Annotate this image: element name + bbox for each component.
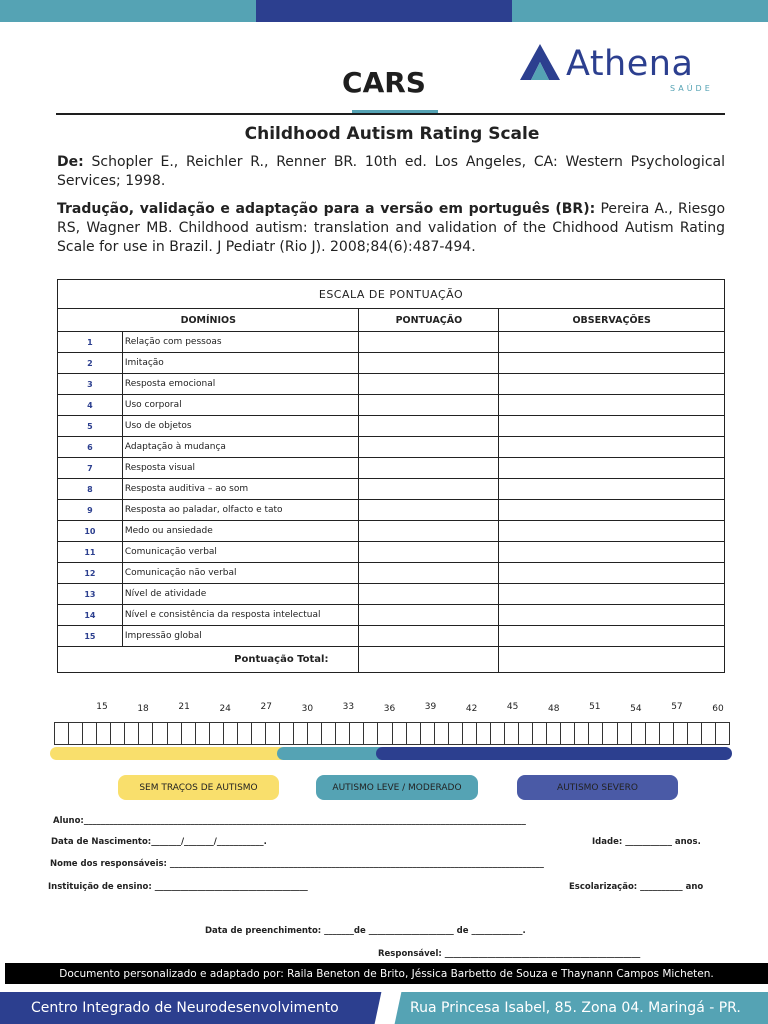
scale-box[interactable] xyxy=(519,723,533,744)
scale-box[interactable] xyxy=(702,723,716,744)
document-subtitle: Childhood Autism Rating Scale xyxy=(244,124,540,144)
credit-banner: Documento personalizado e adaptado por: Raila Beneton de Brito, Jéssica Barbetto de Souza e Thaynann Campos Micheten. xyxy=(5,963,768,984)
scale-box[interactable] xyxy=(153,723,167,744)
scale-box[interactable] xyxy=(210,723,224,744)
scale-tick-label: 24 xyxy=(219,704,231,714)
header-rule xyxy=(56,113,725,115)
scale-box[interactable] xyxy=(393,723,407,744)
scale-box[interactable] xyxy=(196,723,210,744)
age-field[interactable]: Idade: ___________ anos. xyxy=(592,837,701,847)
scale-box[interactable] xyxy=(435,723,449,744)
scale-box[interactable] xyxy=(83,723,97,744)
row-score-cell[interactable] xyxy=(359,416,499,437)
translation-reference xyxy=(57,200,725,257)
row-observation-cell[interactable] xyxy=(499,416,725,437)
row-observation-cell[interactable] xyxy=(499,584,725,605)
scale-box[interactable] xyxy=(449,723,463,744)
row-score-cell[interactable] xyxy=(359,521,499,542)
row-number: 10 xyxy=(58,521,123,542)
scale-box[interactable] xyxy=(336,723,350,744)
row-score-cell[interactable] xyxy=(359,563,499,584)
row-score-cell[interactable] xyxy=(359,605,499,626)
score-table xyxy=(57,279,725,673)
row-score-cell[interactable] xyxy=(359,500,499,521)
footer-center-name: Centro Integrado de Neurodesenvolvimento xyxy=(0,992,385,1024)
row-observation-cell[interactable] xyxy=(499,563,725,584)
row-observation-cell[interactable] xyxy=(499,605,725,626)
legend-no-autism: SEM TRAÇOS DE AUTISMO xyxy=(118,775,279,800)
scale-box[interactable] xyxy=(547,723,561,744)
table-row xyxy=(58,584,725,605)
scale-box[interactable] xyxy=(111,723,125,744)
total-row xyxy=(58,647,725,673)
scale-box[interactable] xyxy=(125,723,139,744)
table-row xyxy=(58,521,725,542)
scale-box[interactable] xyxy=(477,723,491,744)
top-color-bar xyxy=(0,0,768,22)
scale-box[interactable] xyxy=(688,723,702,744)
scale-box[interactable] xyxy=(97,723,111,744)
scale-tick-label: 21 xyxy=(178,702,190,712)
row-domain: Adaptação à mudança xyxy=(122,437,359,458)
scale-tick-label: 39 xyxy=(424,702,437,712)
source-label: De: xyxy=(57,154,84,170)
scale-box[interactable] xyxy=(463,723,477,744)
scale-box[interactable] xyxy=(646,723,660,744)
row-domain: Nível de atividade xyxy=(122,584,359,605)
scale-box[interactable] xyxy=(491,723,505,744)
row-domain: Impressão global xyxy=(122,626,359,647)
scale-box[interactable] xyxy=(421,723,435,744)
table-row xyxy=(58,605,725,626)
scale-tick-label: 27 xyxy=(260,702,272,712)
header-score: PONTUAÇÃO xyxy=(359,309,499,332)
row-domain: Resposta visual xyxy=(122,458,359,479)
top-bar-teal-left xyxy=(0,0,256,22)
row-observation-cell[interactable] xyxy=(499,395,725,416)
birthdate-field[interactable]: Data de Nascimento:_______/_______/___________. xyxy=(51,837,267,847)
row-observation-cell[interactable] xyxy=(499,458,725,479)
row-observation-cell[interactable] xyxy=(499,542,725,563)
top-bar-teal-right xyxy=(512,0,768,22)
scale-box[interactable] xyxy=(252,723,266,744)
scale-box[interactable] xyxy=(280,723,294,744)
scale-tick-label: 48 xyxy=(547,704,560,714)
row-score-cell[interactable] xyxy=(359,458,499,479)
row-observation-cell[interactable] xyxy=(499,500,725,521)
row-score-cell[interactable] xyxy=(359,584,499,605)
source-text: Schopler E., Reichler R., Renner BR. 10th ed. Los Angeles, CA: Western Psychological Services; 1998. xyxy=(57,154,725,189)
header-observations: OBSERVAÇÕES xyxy=(499,309,725,332)
table-row xyxy=(58,626,725,647)
scale-box[interactable] xyxy=(378,723,392,744)
footer-address: Rua Princesa Isabel, 85. Zona 04. Maringá - PR. xyxy=(392,992,768,1024)
row-domain: Relação com pessoas xyxy=(122,332,359,353)
scale-tick-label: 45 xyxy=(506,702,519,712)
table-row xyxy=(58,332,725,353)
row-score-cell[interactable] xyxy=(359,479,499,500)
scale-tick-label: 15 xyxy=(96,702,108,712)
schooling-field[interactable]: Escolarização: __________ ano xyxy=(569,882,704,892)
scale-tick-label: 51 xyxy=(589,702,601,712)
row-number: 7 xyxy=(58,458,123,479)
scale-box[interactable] xyxy=(308,723,322,744)
scale-tick-label: 42 xyxy=(465,704,478,714)
athena-logo-icon xyxy=(520,44,560,80)
table-title: ESCALA DE PONTUAÇÃO xyxy=(58,280,725,309)
row-number: 8 xyxy=(58,479,123,500)
row-observation-cell[interactable] xyxy=(499,626,725,647)
row-observation-cell[interactable] xyxy=(499,374,725,395)
row-score-cell[interactable] xyxy=(359,353,499,374)
row-observation-cell[interactable] xyxy=(499,437,725,458)
row-domain: Resposta emocional xyxy=(122,374,359,395)
scale-box[interactable] xyxy=(533,723,547,744)
row-score-cell[interactable] xyxy=(359,626,499,647)
scale-box[interactable] xyxy=(589,723,603,744)
row-number: 2 xyxy=(58,353,123,374)
row-domain: Nível e consistência da resposta intelectual xyxy=(122,605,359,626)
row-number: 4 xyxy=(58,395,123,416)
scale-box[interactable] xyxy=(69,723,83,744)
scale-box[interactable] xyxy=(660,723,674,744)
row-number: 6 xyxy=(58,437,123,458)
scale-box[interactable] xyxy=(603,723,617,744)
scale-boxes xyxy=(54,722,730,745)
scale-box[interactable] xyxy=(618,723,632,744)
scale-box[interactable] xyxy=(224,723,238,744)
row-domain: Uso de objetos xyxy=(122,416,359,437)
scale-ticks xyxy=(0,702,768,716)
scale-box[interactable] xyxy=(716,723,729,744)
table-row xyxy=(58,416,725,437)
row-number: 5 xyxy=(58,416,123,437)
row-domain: Resposta ao paladar, olfacto e tato xyxy=(122,500,359,521)
scale-box[interactable] xyxy=(55,723,69,744)
row-score-cell[interactable] xyxy=(359,332,499,353)
row-score-cell[interactable] xyxy=(359,374,499,395)
scale-box[interactable] xyxy=(505,723,519,744)
row-number: 1 xyxy=(58,332,123,353)
scale-box[interactable] xyxy=(294,723,308,744)
scale-tick-label: 54 xyxy=(630,704,642,714)
table-row xyxy=(58,500,725,521)
brand-name: Athena xyxy=(566,44,694,84)
table-row xyxy=(58,395,725,416)
student-field[interactable]: Aluno:________________________________________________________________________________________________________ xyxy=(53,816,526,826)
header-domains: DOMÍNIOS xyxy=(58,309,359,332)
row-number: 14 xyxy=(58,605,123,626)
scale-box[interactable] xyxy=(350,723,364,744)
row-domain: Comunicação verbal xyxy=(122,542,359,563)
row-domain: Resposta auditiva – ao som xyxy=(122,479,359,500)
table-header-row xyxy=(58,309,725,332)
row-number: 11 xyxy=(58,542,123,563)
athena-logo xyxy=(520,42,730,98)
scale-color-bands xyxy=(50,747,732,761)
row-observation-cell[interactable] xyxy=(499,332,725,353)
table-row xyxy=(58,437,725,458)
table-row xyxy=(58,542,725,563)
scale-tick-label: 57 xyxy=(671,702,683,712)
row-number: 12 xyxy=(58,563,123,584)
responsible-field[interactable]: Responsável: ______________________________________________ xyxy=(378,949,641,959)
scale-tick-label: 36 xyxy=(383,704,396,714)
row-domain: Uso corporal xyxy=(122,395,359,416)
row-domain: Comunicação não verbal xyxy=(122,563,359,584)
scale-box[interactable] xyxy=(238,723,252,744)
brand-subtitle: SAÚDE xyxy=(670,84,713,93)
scale-tick-label: 18 xyxy=(137,704,149,714)
scale-box[interactable] xyxy=(266,723,280,744)
legend-severe: AUTISMO SEVERO xyxy=(517,775,678,800)
row-score-cell[interactable] xyxy=(359,542,499,563)
total-label: Pontuação Total: xyxy=(58,647,359,673)
scale-box[interactable] xyxy=(182,723,196,744)
row-domain: Imitação xyxy=(122,353,359,374)
scale-tick-label: 33 xyxy=(342,702,355,712)
scale-band-0 xyxy=(50,747,287,760)
row-score-cell[interactable] xyxy=(359,437,499,458)
scale-box[interactable] xyxy=(632,723,646,744)
row-observation-cell[interactable] xyxy=(499,521,725,542)
table-row xyxy=(58,479,725,500)
row-domain: Medo ou ansiedade xyxy=(122,521,359,542)
scale-band-2 xyxy=(376,747,732,760)
scale-box[interactable] xyxy=(322,723,336,744)
guardians-field[interactable]: Nome dos responsáveis: ________________________________________________________________________________________ xyxy=(50,859,544,869)
translation-label: Tradução, validação e adaptação para a versão em português (BR): xyxy=(57,201,596,217)
school-field[interactable]: Instituição de ensino: ____________________________________ xyxy=(48,882,308,892)
source-reference xyxy=(57,153,725,191)
scale-box[interactable] xyxy=(674,723,688,744)
translation-text: Pereira A., Riesgo RS, Wagner MB. Childhood autism: translation and validation of the Chidhood Autism Rating Scale for use in Brazil. J Pediatr (Rio J). 2008;84(6):487-494. xyxy=(57,201,726,255)
total-observation-cell[interactable] xyxy=(499,647,725,673)
table-title-row xyxy=(58,280,725,309)
table-row xyxy=(58,353,725,374)
legend-mild-moderate: AUTISMO LEVE / MODERADO xyxy=(316,775,478,800)
total-score-cell[interactable] xyxy=(359,647,499,673)
scale-box[interactable] xyxy=(561,723,575,744)
row-number: 3 xyxy=(58,374,123,395)
fill-date-field[interactable]: Data de preenchimento: _______de ____________________ de ____________. xyxy=(205,926,526,936)
scale-box[interactable] xyxy=(407,723,421,744)
row-observation-cell[interactable] xyxy=(499,479,725,500)
row-number: 9 xyxy=(58,500,123,521)
scale-tick-label: 30 xyxy=(301,704,314,714)
table-row xyxy=(58,458,725,479)
scale-box[interactable] xyxy=(575,723,589,744)
row-number: 13 xyxy=(58,584,123,605)
scale-tick-label: 60 xyxy=(712,704,724,714)
scale-box[interactable] xyxy=(139,723,153,744)
scale-box[interactable] xyxy=(168,723,182,744)
page-title: CARS xyxy=(342,66,426,99)
scale-box[interactable] xyxy=(364,723,378,744)
row-number: 15 xyxy=(58,626,123,647)
table-row xyxy=(58,563,725,584)
row-observation-cell[interactable] xyxy=(499,353,725,374)
scale-band-1 xyxy=(277,747,386,760)
table-row xyxy=(58,374,725,395)
top-bar-navy xyxy=(256,0,512,22)
row-score-cell[interactable] xyxy=(359,395,499,416)
